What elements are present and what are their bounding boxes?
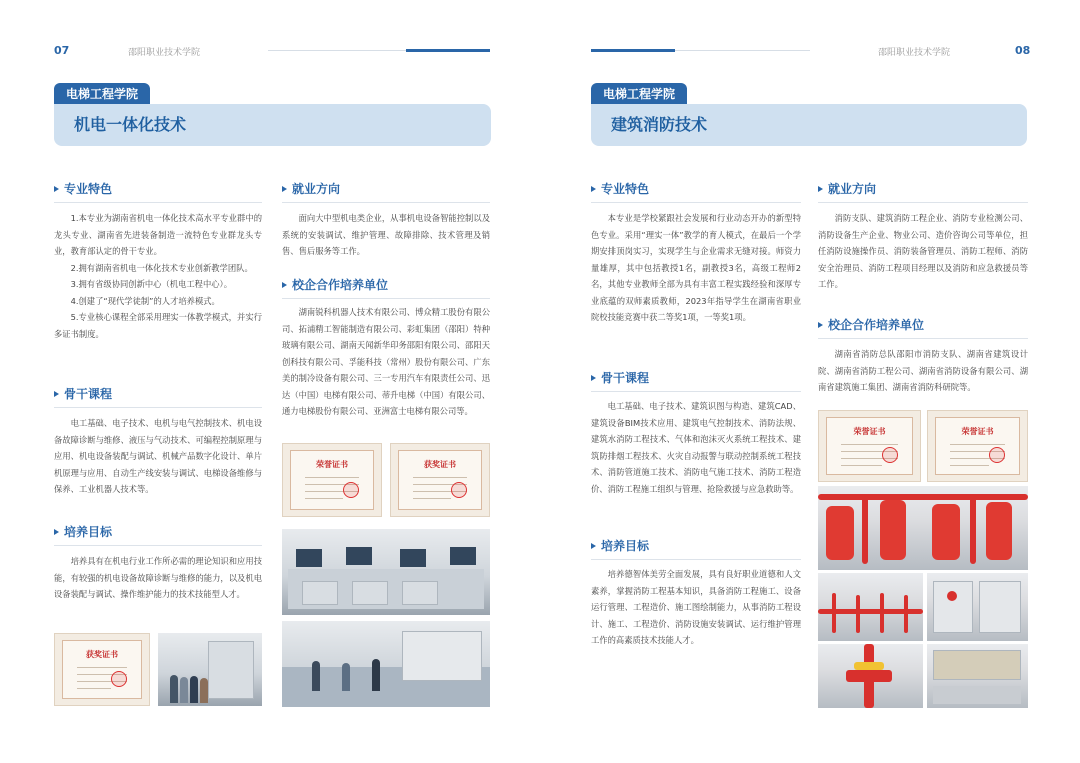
seal-icon — [989, 447, 1005, 463]
section-heading: 培养目标 — [591, 537, 649, 555]
section-heading: 专业特色 — [54, 180, 112, 198]
fire-control-panel-photo — [927, 573, 1028, 641]
honor-certificate-image — [927, 410, 1028, 482]
section-heading: 骨干课程 — [591, 369, 649, 387]
college-tag: 电梯工程学院 — [591, 83, 687, 105]
page-number: 07 — [54, 44, 70, 57]
goals-text: 培养德智体美劳全面发展，具有良好职业道德和人文素养，掌握消防工程基本知识，具备消防工程施工、设备运行管理、工程造价、施工图绘制能力，从事消防工程设计、施工、工程造价、消防设施安装调试、运行维护管理工作的高素质技术技能人才。 — [591, 569, 801, 645]
honor-certificate-image — [282, 443, 382, 517]
school-name: 邵阳职业技术学院 — [128, 48, 201, 58]
sprinkler-system-photo — [818, 573, 923, 641]
feature-item: 5.专业核心课程全部采用理实一体教学模式，并实行多证书制度。 — [54, 312, 262, 339]
right-page — [540, 0, 1080, 763]
features-text — [54, 210, 262, 342]
employment-text: 面向大中型机电类企业，从事机电设备智能控制以及系统的安装调试、维护管理、故障排除、技术管理及销售、售后服务等工作。 — [282, 213, 490, 256]
section-features — [54, 180, 262, 208]
section-heading: 就业方向 — [818, 180, 876, 198]
feature-item: 4.创建了“现代学徒制”的人才培养模式。 — [70, 295, 220, 306]
employment-text: 消防支队、建筑消防工程企业、消防专业检测公司、消防设备生产企业、物业公司、造价咨询公司等单位，担任消防设施操作员、消防装备管理员、消防工程师、消防安全治理员、消防工程项目经理以及消防和应急救援员等工作。 — [818, 213, 1028, 289]
school-name: 邵阳职业技术学院 — [878, 48, 951, 58]
courses-text: 电工基础、电子技术、电机与电气控制技术、机电设备故障诊断与维修、液压与气动技术、可编程控制原理与应用、机电设备装配与调试、机械产品数字化设计、单片机原理与应用、自动生产线安装与调试、电梯设备维修与保养、工业机器人技术等。 — [54, 418, 262, 494]
major-title: 机电一体化技术 — [54, 104, 491, 146]
features-text: 本专业是学校紧跟社会发展和行业动态开办的新型特色专业。采用“理实一体”教学的育人模式，在最后一个学期安排顶岗实习，实现学生与企业需求无缝对接。师资力量雄厚，其中包括教授1名，副教授3名，高级工程师2名，其他专业教师全部为具有丰富工程实践经验和深厚专业底蕴的双师素质教师，2023年指导学生在湖南省职业院校技能竞赛中获二等奖1项，一等奖1项。 — [591, 213, 801, 322]
divider — [54, 202, 262, 203]
divider — [54, 407, 262, 408]
training-classroom-photo — [927, 644, 1028, 708]
section-goals — [54, 523, 262, 551]
seal-icon — [343, 482, 359, 498]
section-courses — [54, 385, 262, 413]
award-certificate-image — [54, 633, 150, 706]
section-heading: 校企合作培养单位 — [282, 276, 388, 294]
header-rule-accent — [406, 49, 490, 52]
partners-text: 湖南锐科机器人技术有限公司、博众精工股份有限公司、拓浦精工智能制造有限公司、彩虹集团（邵阳）特种玻璃有限公司、湖南天闻新华印务邵阳有限公司、邵阳天创科技有限公司、孚能科技（常州）股份有限公司、广东美的制冷设备有限公司、三一专用汽车有限责任公司、迅达（中国）电梯有限公司、蒂升电梯（中国）有限公司、通力电梯股份有限公司、亚洲富士电梯有限公司等。 — [282, 307, 490, 416]
seal-icon — [451, 482, 467, 498]
section-employment — [818, 180, 1028, 208]
certificate-title: 荣誉证书 — [316, 460, 348, 469]
section-heading: 培养目标 — [54, 523, 112, 541]
seal-icon — [111, 671, 127, 687]
partners-text: 湖南省消防总队邵阳市消防支队、湖南省建筑设计院、湖南省消防工程公司、湖南省消防设备有限公司、湖南省建筑施工集团、湖南省消防科研院等。 — [818, 349, 1028, 392]
certificate-title: 荣誉证书 — [961, 427, 994, 436]
hydrant-valve-photo — [818, 644, 923, 708]
courses-text: 电工基础、电子技术、建筑识图与构造、建筑CAD、建筑设备BIM技术应用、建筑电气控制技术、消防法规、建筑水消防工程技术、气体和泡沫灭火系统工程技术、建筑防排烟工程技术、火灾自动报警与联动控制系统工程技术、消防管道施工技术、消防电气施工技术、消防工程造价、消防工程施工组织与管理、抢险救援与应急救助等。 — [591, 401, 801, 494]
divider — [54, 545, 262, 546]
section-partners — [282, 276, 490, 304]
students-lab-photo — [158, 633, 262, 706]
page-number: 08 — [1015, 44, 1031, 57]
divider — [818, 338, 1028, 339]
section-heading: 就业方向 — [282, 180, 340, 198]
section-employment — [282, 180, 490, 208]
divider — [282, 298, 490, 299]
section-partners — [818, 316, 1028, 344]
training-room-photo — [282, 621, 490, 707]
header-rule — [675, 50, 810, 51]
seal-icon — [882, 447, 898, 463]
major-title: 建筑消防技术 — [591, 104, 1027, 146]
section-heading: 专业特色 — [591, 180, 649, 198]
divider — [591, 559, 801, 560]
award-certificate-image — [390, 443, 490, 517]
certificate-title: 获奖证书 — [424, 460, 456, 469]
honor-certificate-image — [818, 410, 921, 482]
fire-pump-room-photo — [818, 486, 1028, 570]
certificate-title: 荣誉证书 — [853, 427, 886, 436]
divider — [591, 202, 801, 203]
mechatronics-lab-photo — [282, 529, 490, 615]
section-goals — [591, 537, 801, 565]
feature-item: 2.拥有湖南省机电一体化技术专业创新教学团队。 — [70, 262, 253, 273]
section-features — [591, 180, 801, 208]
certificate-title: 获奖证书 — [86, 650, 118, 659]
goals-text: 培养具有在机电行业工作所必需的理论知识和应用技能，有较强的机电设备故障诊断与维修的能力，以及机电设备装配与调试、操作维护能力的技术技能型人才。 — [54, 556, 262, 599]
header-rule-accent — [591, 49, 675, 52]
divider — [591, 391, 801, 392]
section-heading: 骨干课程 — [54, 385, 112, 403]
section-courses — [591, 369, 801, 397]
college-tag: 电梯工程学院 — [54, 83, 150, 105]
divider — [282, 202, 490, 203]
section-heading: 校企合作培养单位 — [818, 316, 924, 334]
divider — [818, 202, 1028, 203]
feature-item: 1.本专业为湖南省机电一体化技术高水平专业群中的龙头专业、湖南省先进装备制造一流特色专业群龙头专业，教育部认定的骨干专业。 — [54, 213, 262, 256]
feature-item: 3.拥有省级协同创新中心（机电工程中心）。 — [70, 279, 233, 289]
